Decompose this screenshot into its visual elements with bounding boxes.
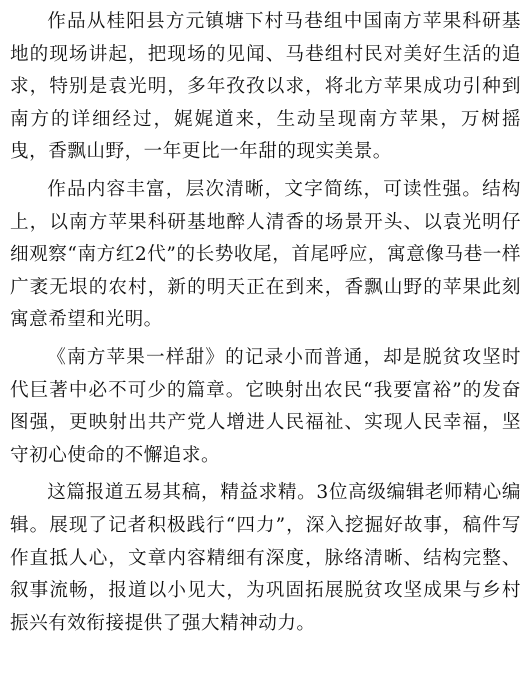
paragraph-3: 《南方苹果一样甜》的记录小而普通，却是脱贫攻坚时代巨著中必不可少的篇章。它映射出农民“我要富裕”的发奋图强，更映射出共产党人增进人民福祉、实现人民幸福，坚守初心使命的不懈追求。 <box>10 346 521 466</box>
document-page <box>10 6 521 645</box>
paragraph-2: 作品内容丰富，层次清晰，文字简练，可读性强。结构上，以南方苹果科研基地醉人清香的场景开头、以袁光明仔细观察“南方红2代”的长势收尾，首尾呼应，寓意像马巷一样广袤无垠的农村，新的明天正在到来，香飘山野的苹果此刻寓意希望和光明。 <box>10 178 521 331</box>
paragraph-1: 作品从桂阳县方元镇塘下村马巷组中国南方苹果科研基地的现场讲起，把现场的见闻、马巷组村民对美好生活的追求，特别是袁光明，多年孜孜以求，将北方苹果成功引种到南方的详细经过，娓娓道来，生动呈现南方苹果，万树摇曳，香飘山野，一年更比一年甜的现实美景。 <box>10 11 521 163</box>
paragraph-4: 这篇报道五易其稿，精益求精。3位高级编辑老师精心编辑。展现了记者积极践行“四力”，深入挖掘好故事，稿件写作直抵人心，文章内容精细有深度，脉络清晰、结构完整、叙事流畅，报道以小见大，为巩固拓展脱贫攻坚成果与乡村振兴有效衔接提供了强大精神动力。 <box>10 482 521 634</box>
